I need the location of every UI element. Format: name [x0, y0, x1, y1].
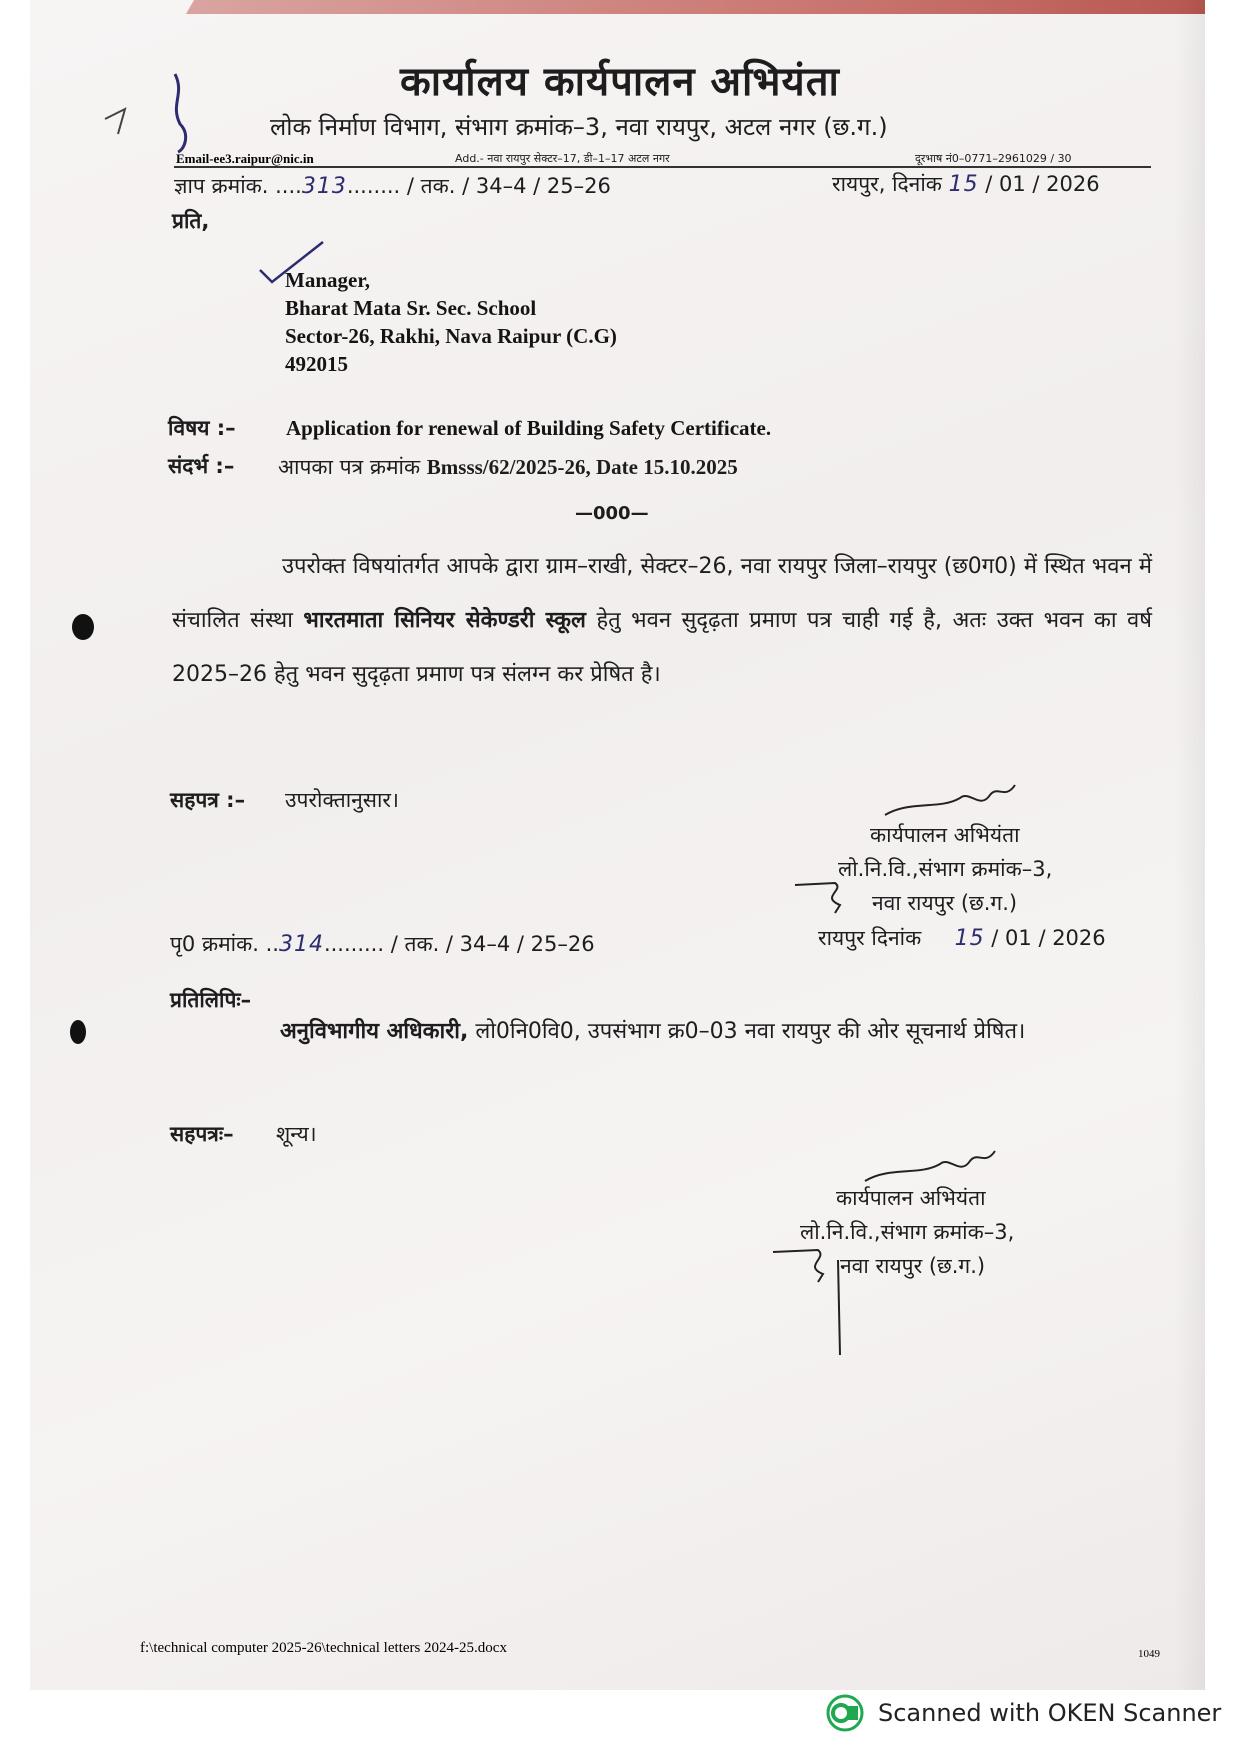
- to-label: प्रति,: [172, 209, 210, 233]
- body-part-1: उपरोक्त विषयांतर्गत आपके द्वारा ग्राम–राखी, सेक्टर–26, नवा रायपुर जिला–रायपुर (छ0ग0) में स्थित भवन में संचालित संस्था: [172, 554, 1152, 633]
- reference-text-hindi: आपका पत्र क्रमांक: [278, 455, 421, 479]
- signature-date-day: 15: [954, 926, 985, 951]
- body-paragraph: [172, 540, 1152, 702]
- memo-suffix: / तक. / 34–4 / 25–26: [406, 174, 611, 198]
- recipient-line: 492015: [285, 352, 348, 376]
- signatory-title: कार्यपालन अभियंता: [870, 823, 1020, 847]
- recipient-line: Bharat Mata Sr. Sec. School: [285, 296, 537, 320]
- signatory-location: नवा रायपुर (छ.ग.): [872, 891, 1018, 915]
- punch-hole: [72, 614, 94, 640]
- page-code: 1049: [1138, 1648, 1160, 1660]
- punch-hole: [70, 1020, 86, 1044]
- date-rest: / 01 / 2026: [985, 172, 1100, 196]
- signature-date-label: रायपुर दिनांक: [818, 926, 922, 950]
- signature-block: [830, 818, 1052, 920]
- reference-text-english: Bmsss/62/2025-26, Date 15.10.2025: [426, 455, 738, 479]
- signature-block: [800, 1181, 1014, 1283]
- date-day: 15: [948, 172, 979, 197]
- file-path: f:\technical computer 2025-26\technical letters 2024-25.docx: [140, 1640, 507, 1656]
- memo-date: [832, 170, 1100, 198]
- office-address: Add.- नवा रायपुर सेक्टर–17, डी–1–17 अटल नगर: [455, 152, 670, 165]
- handwritten-initial-mark: [90, 64, 200, 154]
- memo-reference: ज्ञाप क्रमांक. ....313........ / तक. / 34–4 / 25–26: [174, 174, 611, 199]
- department-line: लोक निर्माण विभाग, संभाग क्रमांक–3, नवा रायपुर, अटल नगर (छ.ग.): [270, 113, 888, 141]
- email: Email-ee3.raipur@nic.in: [176, 151, 314, 166]
- signatory-office: लो.नि.वि.,संभाग क्रमांक–3,: [800, 1220, 1015, 1244]
- enclosure-value: उपरोक्तानुसार।: [285, 788, 399, 812]
- copy-to-text: [168, 1004, 1158, 1060]
- signatory-office: लो.नि.वि.,संभाग क्रमांक–3,: [838, 857, 1053, 881]
- body-part-2: हेतु भवन सुदृढ़ता प्रमाण पत्र चाही गई है, अतः उक्त भवन का वर्ष 2025–26 हेतु भवन सुदृढ़ता प्रमाण पत्र संलग्न कर प्रेषित है।: [172, 608, 1152, 687]
- copy-reference: पृ0 क्रमांक. ..314......... / तक. / 34–4 / 25–26: [170, 932, 595, 957]
- watermark-text: Scanned with OKEN Scanner: [878, 1699, 1222, 1727]
- recipient-line: Sector-26, Rakhi, Nava Raipur (C.G): [285, 324, 617, 348]
- signature-date-rest: / 01 / 2026: [991, 926, 1106, 950]
- reference-text: [278, 453, 738, 481]
- copy-to-body: लो0नि0वि0, उपसंभाग क्र0–03 नवा रायपुर की ओर सूचनार्थ प्रेषित।: [475, 1019, 1026, 1044]
- enclosure-value: शून्य।: [276, 1122, 317, 1146]
- school-name: भारतमाता सिनियर सेकेण्डरी स्कूल: [303, 608, 586, 633]
- scanner-logo-icon: [826, 1694, 864, 1732]
- memo-number: 313: [301, 174, 347, 199]
- copy-reference-label: पृ0 क्रमांक.: [170, 932, 259, 956]
- subject-text: Application for renewal of Building Safety Certificate.: [286, 416, 772, 440]
- signature-date: [818, 924, 1106, 952]
- paper-top-edge: [186, 0, 1205, 14]
- copy-to-label: प्रतिलिपिः–: [170, 988, 252, 1012]
- signatory-location: नवा रायपुर (छ.ग.): [840, 1254, 986, 1278]
- recipient-line: Manager,: [285, 268, 370, 292]
- subject-label: विषय :–: [168, 416, 236, 440]
- enclosure-label: सहपत्रः–: [170, 1122, 234, 1146]
- phone-number: दूरभाष नं0–0771–2961029 / 30: [915, 152, 1072, 165]
- memo-label: ज्ञाप क्रमांक.: [174, 174, 269, 198]
- scan-shadow: [1175, 0, 1205, 1690]
- scanner-watermark: [826, 1694, 1221, 1732]
- copy-reference-number: 314: [278, 932, 324, 957]
- signatory-title: कार्यपालन अभियंता: [836, 1186, 986, 1210]
- recipient-address: [285, 266, 617, 378]
- copy-reference-suffix: / तक. / 34–4 / 25–26: [390, 932, 595, 956]
- reference-label: संदर्भ :–: [168, 454, 235, 478]
- office-title: कार्यालय कार्यपालन अभियंता: [400, 59, 840, 105]
- copy-to-officer: अनुविभागीय अधिकारी,: [280, 1019, 469, 1044]
- header-divider: [174, 166, 1151, 168]
- date-label: रायपुर, दिनांक: [832, 172, 942, 196]
- enclosure-label: सहपत्र :–: [170, 788, 246, 812]
- separator: —000—: [575, 503, 649, 524]
